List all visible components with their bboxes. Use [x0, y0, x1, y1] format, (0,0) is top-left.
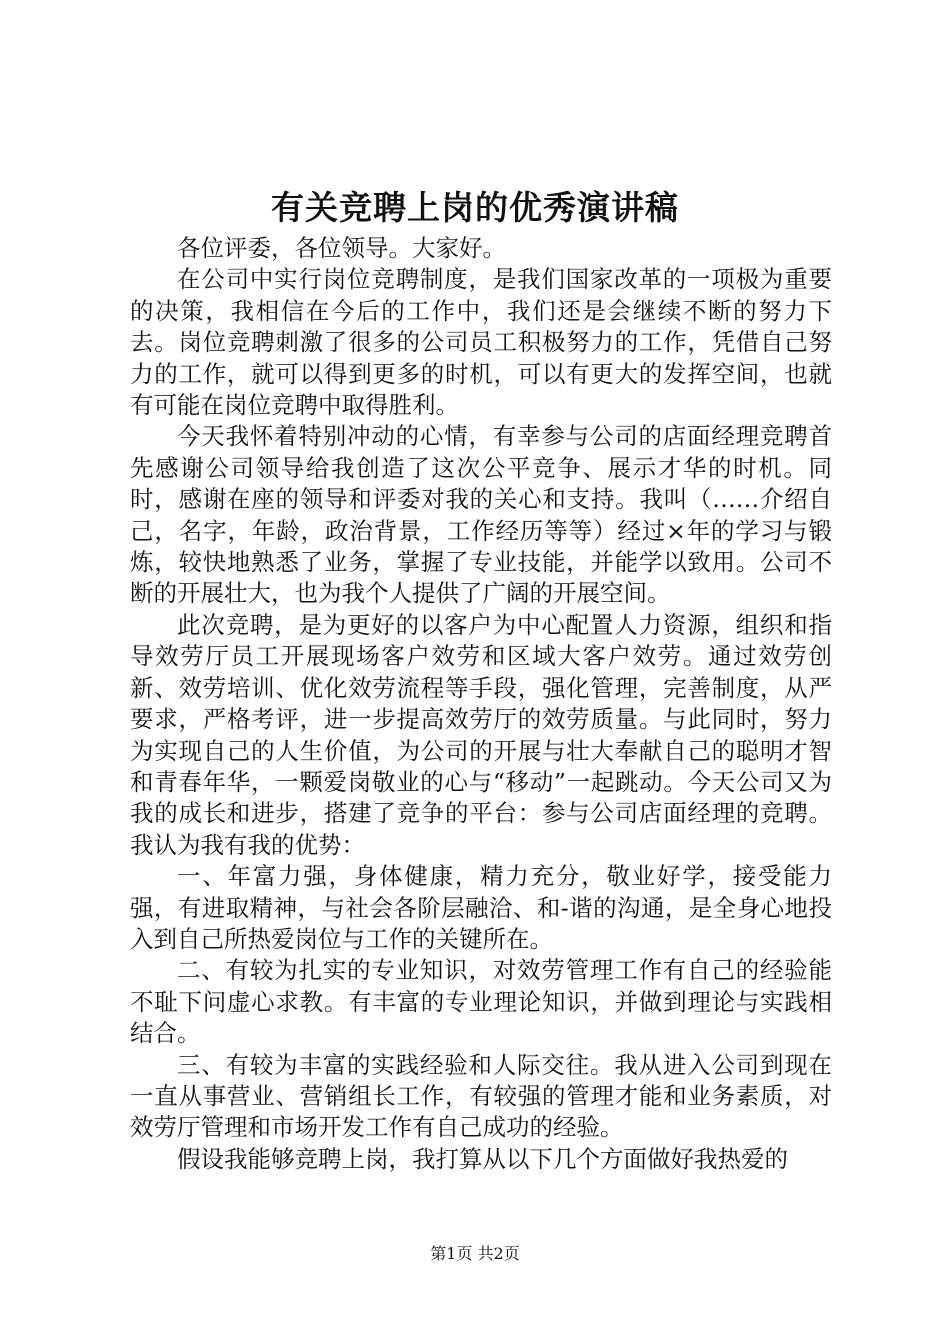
paragraph: 二、有较为扎实的专业知识，对效劳管理工作有自己的经验能不耻下问虚心求教。有丰富的专业理论知识，并做到理论与实践相结合。 [130, 956, 832, 1048]
paragraph: 假设我能够竞聘上岗，我打算从以下几个方面做好我热爱的 [177, 1144, 788, 1173]
document-body [130, 233, 832, 1175]
paragraph: 今天我怀着特别冲动的心情，有幸参与公司的店面经理竞聘首先感谢公司领导给我创造了这次公平竞争、展示才华的时机。同时，感谢在座的领导和评委对我的关心和支持。我叫（……介绍自己，名字，年龄，政治背景，工作经历等等）经过×年的学习与锻炼，较快地熟悉了业务，掌握了专业技能，并能学以致用。公司不断的开展壮大，也为我个人提供了广阔的开展空间。 [130, 422, 832, 608]
paragraph-greeting: 各位评委，各位领导。大家好。 [177, 234, 506, 262]
paragraph: 三、有较为丰富的实践经验和人际交往。我从进入公司到现在一直从事营业、营销组长工作，有较强的管理才能和业务素质，对效劳厅管理和市场开发工作有自己成功的经验。 [130, 1050, 832, 1142]
paragraph: 在公司中实行岗位竞聘制度，是我们国家改革的一项极为重要的决策，我相信在今后的工作中，我们还是会继续不断的努力下去。岗位竞聘刺激了很多的公司员工积极努力的工作，凭借自己努力的工作，就可以得到更多的时机，可以有更大的发挥空间，也就有可能在岗位竞聘中取得胜利。 [130, 265, 832, 420]
document-title: 有关竞聘上岗的优秀演讲稿 [271, 188, 679, 227]
paragraph: 此次竞聘，是为更好的以客户为中心配置人力资源，组织和指导效劳厅员工开展现场客户效劳和区域大客户效劳。通过效劳创新、效劳培训、优化效劳流程等手段，强化管理，完善制度，从严要求，严格考评，进一步提高效劳厅的效劳质量。与此同时，努力为实现自己的人生价值，为公司的开展与壮大奉献自己的聪明才智和青春年华，一颗爱岗敬业的心与“移动”一起跳动。今天公司又为我的成长和进步，搭建了竞争的平台：参与公司店面经理的竞聘。我认为我有我的优势： [130, 610, 832, 859]
paragraph: 一、年富力强，身体健康，精力充分，敬业好学，接受能力强，有进取精神，与社会各阶层融洽、和-谐的沟通，是全身心地投入到自己所热爱岗位与工作的关键所在。 [130, 862, 832, 953]
page-number: 第1页 共2页 [430, 1244, 520, 1263]
